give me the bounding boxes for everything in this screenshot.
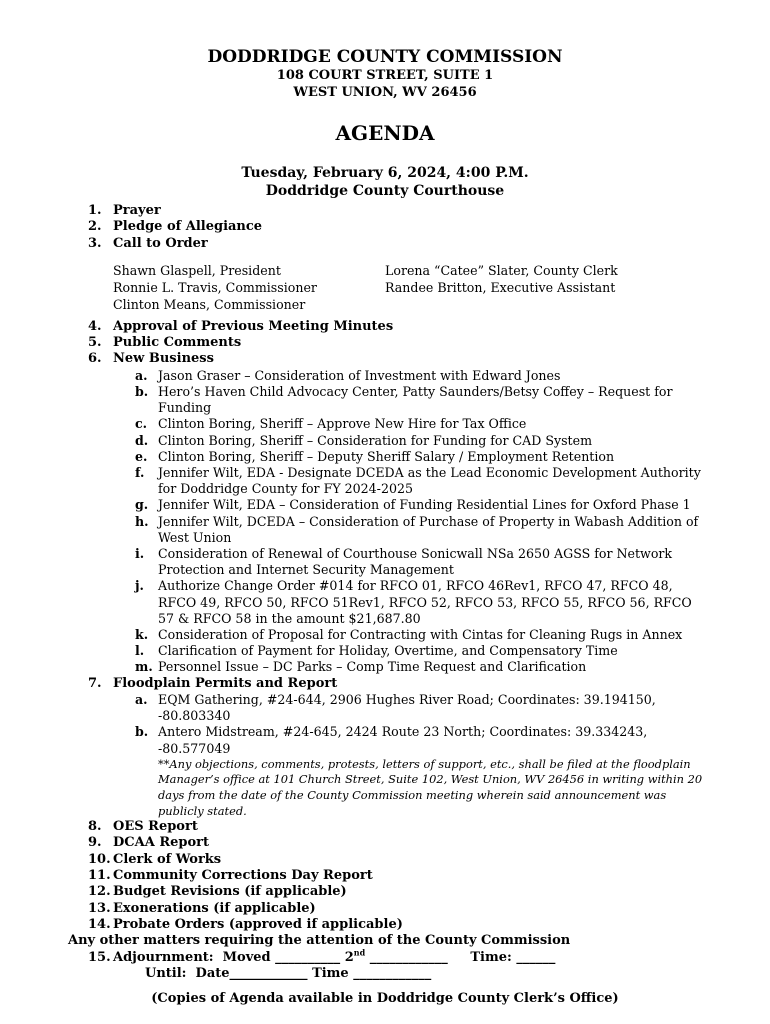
sub-item (0, 578, 770, 627)
agenda-item (0, 868, 770, 884)
item-number: 10. (88, 851, 111, 867)
sub-item (0, 659, 770, 675)
adjournment-line (0, 947, 770, 966)
agenda-list-bottom (0, 819, 770, 933)
sub-item (0, 416, 770, 432)
sub-item-letter: b. (135, 724, 149, 740)
item-number: 4. (88, 318, 102, 334)
sub-item-letter: c. (135, 416, 148, 432)
sub-item-letter: m. (135, 659, 153, 675)
sub-item-text: Clinton Boring, Sheriff – Consideration for Funding for CAD System (158, 432, 593, 448)
agenda-item (0, 819, 770, 835)
item-text: Budget Revisions (if applicable) (113, 884, 347, 900)
item-number: 9. (88, 835, 102, 851)
item-number: 7. (88, 675, 102, 691)
sub-item-letter: j. (135, 578, 144, 594)
sub-item-letter: d. (135, 432, 149, 448)
floodplain-notice: **Any objections, comments, protests, letters of support, etc., shall be filed at the floodplain Manager’s office at 101 Church Street, Suite 102, West Union, WV 26456 in writing within 20 days from the date of the County Commission meeting wherein said announcement was publicly stated. (158, 756, 703, 818)
time-blank: ______ (516, 949, 556, 965)
sub-item (0, 724, 770, 756)
other-matters: Any other matters requiring the attention of the County Commission (68, 933, 571, 949)
roll-call-commissioners (113, 262, 385, 313)
item-number: 3. (88, 235, 102, 251)
until-label: Until: (145, 965, 187, 981)
sub-item-letter: l. (135, 643, 145, 659)
item-number: 1. (88, 203, 102, 218)
agenda-item (0, 219, 770, 235)
sub-item (0, 692, 770, 724)
item-text: Floodplain Permits and Report (113, 675, 338, 691)
sub-item (0, 384, 770, 416)
new-business-list (0, 368, 770, 676)
roll-call-name: Lorena “Catee” Slater, County Clerk (385, 262, 618, 278)
agenda-item (0, 901, 770, 917)
item-text: Probate Orders (approved if applicable) (113, 916, 403, 932)
adjournment-label: Adjournment: (113, 949, 214, 965)
sub-item (0, 449, 770, 465)
time-label: Time: (470, 949, 512, 965)
address-line-2: WEST UNION, WV 26456 (293, 85, 477, 100)
sub-item (0, 497, 770, 513)
sub-item (0, 368, 770, 384)
item-number: 5. (88, 335, 102, 351)
sub-item (0, 546, 770, 578)
sub-item (0, 627, 770, 643)
agenda-item (0, 203, 770, 219)
agenda-item (0, 884, 770, 900)
agenda-list-mid (0, 319, 770, 368)
sub-item-letter: k. (135, 627, 149, 643)
meeting-info (0, 164, 770, 200)
sub-item-text: Jennifer Wilt, EDA - Designate DCEDA as the Lead Economic Development Authority for Doddridge County for FY 2024-2025 (158, 465, 701, 497)
agenda-item (0, 319, 770, 335)
second-superscript: nd (353, 947, 366, 958)
sub-item-text: Clinton Boring, Sheriff – Deputy Sheriff Salary / Employment Retention (158, 448, 615, 464)
agenda-item (0, 335, 770, 351)
sub-item-text: Jennifer Wilt, EDA – Consideration of Funding Residential Lines for Oxford Phase 1 (158, 497, 691, 513)
sub-item-text: EQM Gathering, #24-644, 2906 Hughes River Road; Coordinates: 39.194150, -80.803340 (158, 691, 656, 724)
item-text: Call to Order (113, 235, 208, 251)
item-number: 2. (88, 219, 102, 235)
sub-item-letter: h. (135, 513, 149, 529)
page-title: AGENDA (335, 121, 435, 145)
item-number: 8. (88, 819, 102, 835)
sub-item-text: Clarification of Payment for Holiday, Overtime, and Compensatory Time (158, 643, 618, 659)
sub-item-text: Consideration of Proposal for Contracting with Cintas for Cleaning Rugs in Annex (158, 627, 683, 643)
agenda-item (0, 852, 770, 868)
sub-item-letter: g. (135, 497, 149, 513)
item-number: 15. (88, 949, 111, 965)
sub-item-text: Personnel Issue – DC Parks – Comp Time Request and Clarification (158, 659, 587, 675)
moved-blank: __________ (275, 949, 341, 965)
agenda-list-floodplain (0, 676, 770, 692)
sub-item (0, 514, 770, 546)
sub-item-letter: i. (135, 546, 145, 562)
agenda-item (0, 835, 770, 851)
roll-call-name: Randee Britton, Executive Assistant (385, 279, 616, 295)
sub-item-text: Jennifer Wilt, DCEDA – Consideration of Purchase of Property in Wabash Addition of West Union (158, 513, 699, 545)
agenda-item (0, 676, 770, 692)
sub-item (0, 433, 770, 449)
meeting-location: Doddridge County Courthouse (265, 183, 505, 199)
until-time-label: Time (312, 965, 349, 981)
roll-call-name: Ronnie L. Travis, Commissioner (113, 279, 317, 295)
date-blank: ____________ (229, 965, 308, 981)
address-line-1: 108 COURT STREET, SUITE 1 (276, 68, 494, 83)
agenda-body (0, 203, 770, 1007)
sub-item-text: Jason Graser – Consideration of Investment with Edward Jones (158, 367, 561, 383)
sub-item (0, 643, 770, 659)
item-number: 13. (88, 900, 111, 916)
roll-call-name: Shawn Glaspell, President (113, 262, 281, 278)
sub-item-letter: b. (135, 383, 149, 399)
sub-item (0, 465, 770, 497)
floodplain-list (0, 692, 770, 757)
date-label: Date (195, 965, 230, 981)
second-blank: ____________ (369, 949, 448, 965)
sub-item-letter: a. (135, 691, 148, 707)
footer-note: (Copies of Agenda available in Doddridge County Clerk’s Office) (151, 991, 619, 1007)
item-text: Pledge of Allegiance (113, 219, 263, 235)
header (0, 0, 770, 101)
item-text: Approval of Previous Meeting Minutes (113, 318, 394, 334)
item-number: 11. (88, 868, 111, 884)
item-text: Prayer (113, 203, 161, 218)
agenda-list-top (0, 203, 770, 252)
sub-item-letter: e. (135, 448, 148, 464)
roll-call-staff (385, 262, 657, 313)
sub-item-text: Authorize Change Order #014 for RFCO 01, RFCO 46Rev1, RFCO 47, RFCO 48, RFCO 49, RFCO 50, RFCO 51Rev1, RFCO 52, RFCO 53, RFCO 55, RFCO 56, RFCO 57 & RFCO 58 in the amount $21,687.80 (158, 578, 692, 626)
until-line (0, 966, 770, 982)
agenda-item (0, 236, 770, 252)
item-text: Exonerations (if applicable) (113, 900, 316, 916)
sub-item-text: Clinton Boring, Sheriff – Approve New Hire for Tax Office (158, 416, 527, 432)
agenda-item (0, 351, 770, 367)
second-label: 2 (344, 949, 354, 965)
item-text: Community Corrections Day Report (113, 868, 373, 884)
item-text: Public Comments (113, 335, 242, 351)
agenda-item (0, 917, 770, 933)
sub-item-text: Antero Midstream, #24-645, 2424 Route 23 North; Coordinates: 39.334243, -80.577049 (158, 724, 648, 756)
sub-item-letter: a. (135, 367, 148, 383)
sub-item-text: Consideration of Renewal of Courthouse Sonicwall NSa 2650 AGSS for Network Protection and Internet Security Management (158, 546, 673, 578)
sub-item-letter: f. (135, 465, 145, 480)
item-text: Clerk of Works (113, 851, 222, 867)
meeting-date: Tuesday, February 6, 2024, 4:00 P.M. (241, 165, 529, 181)
org-name: DODDRIDGE COUNTY COMMISSION (207, 47, 563, 67)
item-text: New Business (113, 351, 214, 367)
item-number: 12. (88, 884, 111, 900)
sub-item-text: Hero’s Haven Child Advocacy Center, Patty Saunders/Betsy Coffey – Request for Funding (158, 383, 673, 416)
item-text: DCAA Report (113, 835, 210, 851)
roll-call (0, 262, 770, 313)
roll-call-name: Clinton Means, Commissioner (113, 296, 306, 312)
item-number: 6. (88, 351, 102, 367)
moved-label: Moved (222, 949, 271, 965)
until-time-blank: ____________ (353, 965, 432, 981)
item-number: 14. (88, 916, 111, 932)
item-text: OES Report (113, 819, 198, 835)
